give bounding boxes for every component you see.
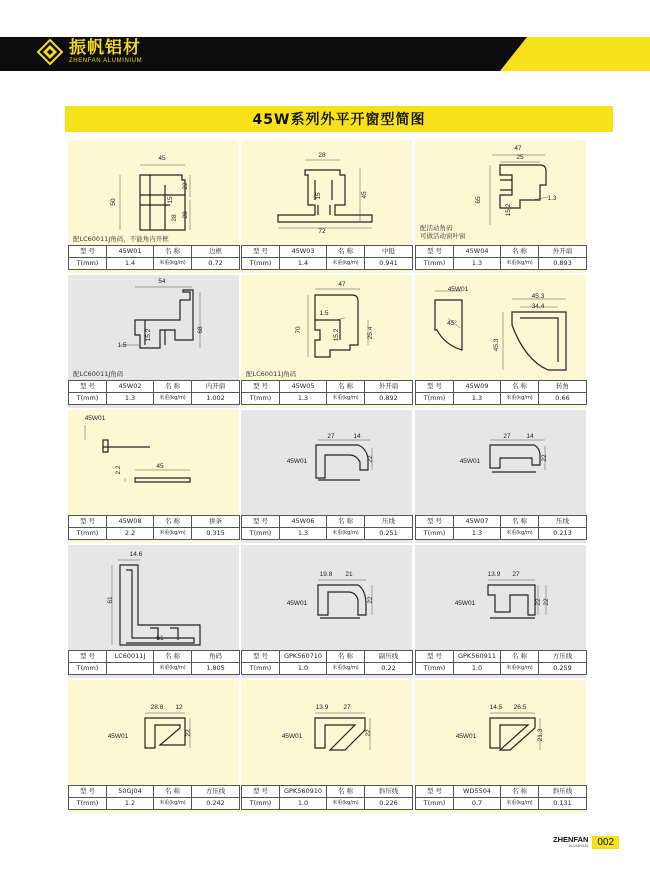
page-title: 45W系列外平开窗型简图 — [252, 112, 426, 128]
weight-value: 0.251 — [365, 528, 413, 540]
weight-label: 米重(kg/m) — [154, 663, 192, 675]
dimension-label: 45.3 — [493, 338, 500, 352]
profile-section-diagram — [68, 410, 239, 515]
profile-name: 斜压线 — [539, 786, 587, 798]
footer-sub: ALUMINIUM — [568, 844, 589, 848]
profile-name: 方压线 — [539, 651, 587, 663]
spec-table — [241, 380, 413, 405]
dimension-label: 22 — [535, 598, 542, 606]
spec-table — [68, 515, 240, 540]
dimension-label: 61 — [107, 596, 114, 604]
name-label: 名 称 — [154, 246, 192, 258]
dimension-label: 22 — [541, 454, 548, 462]
model-code: 45W08 — [107, 516, 154, 528]
profile-drawing — [241, 140, 412, 245]
name-label: 名 称 — [327, 786, 365, 798]
model-label: 型 号 — [242, 246, 280, 258]
footer — [553, 836, 619, 849]
thickness-value: 1.3 — [107, 393, 154, 405]
weight-label: 米重(kg/m) — [501, 528, 539, 540]
profile-note: 配LC60011J角码 — [246, 370, 297, 378]
profile-card — [241, 140, 412, 273]
dimension-label: 2.2 — [115, 465, 122, 475]
spec-table — [68, 650, 240, 675]
thickness-value: 1.3 — [454, 258, 501, 270]
spec-table — [415, 650, 587, 675]
profile-name: 拼条 — [192, 516, 240, 528]
dimension-label: 26.5 — [513, 704, 527, 711]
weight-label: 米重(kg/m) — [327, 258, 365, 270]
profile-card — [415, 410, 586, 543]
dimension-label: 34.4 — [531, 303, 545, 310]
dimension-label: 27 — [503, 433, 511, 440]
profile-section-diagram — [241, 680, 412, 785]
dimension-label: 25.4 — [367, 326, 374, 340]
profile-section-diagram — [68, 140, 239, 245]
thickness-value: 1.0 — [280, 798, 327, 810]
spec-table — [68, 380, 240, 405]
model-label: 型 号 — [69, 381, 107, 393]
thickness-label: T(mm) — [69, 663, 107, 675]
profile-section-diagram — [241, 140, 412, 245]
profile-drawing — [68, 275, 239, 380]
dimension-label: 15 — [315, 192, 322, 200]
model-code: 45W01 — [107, 246, 154, 258]
name-label: 名 称 — [327, 516, 365, 528]
logo-diamond-icon — [37, 39, 63, 65]
profile-name: 副压线 — [365, 651, 413, 663]
dimension-label: 45 — [158, 155, 166, 162]
profile-card — [415, 275, 586, 408]
profile-section-diagram — [415, 680, 586, 785]
dimension-label: 28 — [182, 211, 189, 219]
profile-drawing — [241, 275, 412, 380]
dimension-label: 1.5 — [117, 342, 127, 349]
profile-section-diagram — [68, 545, 239, 650]
weight-label: 米重(kg/m) — [327, 528, 365, 540]
dimension-label: 50 — [110, 198, 117, 206]
dimension-label: 72 — [318, 228, 326, 235]
dimension-label: 61 — [156, 635, 164, 642]
model-label: 型 号 — [242, 651, 280, 663]
dimension-label: 27 — [327, 433, 335, 440]
weight-label: 米重(kg/m) — [327, 798, 365, 810]
weight-value: 0.226 — [365, 798, 413, 810]
name-label: 名 称 — [327, 651, 365, 663]
profile-card — [415, 545, 586, 678]
profile-name: 压线 — [539, 516, 587, 528]
dimension-label: 15 — [167, 196, 174, 204]
weight-label: 米重(kg/m) — [154, 258, 192, 270]
weight-label: 米重(kg/m) — [501, 258, 539, 270]
model-code: GPK560911 — [454, 651, 501, 663]
profile-name: 斜压线 — [365, 786, 413, 798]
profile-card — [68, 545, 239, 678]
thickness-value: 1.3 — [454, 393, 501, 405]
thickness-value: 1.3 — [454, 528, 501, 540]
model-label: 型 号 — [242, 381, 280, 393]
thickness-label: T(mm) — [242, 258, 280, 270]
dimension-label: 22 — [367, 455, 374, 463]
profile-name: 压线 — [365, 516, 413, 528]
model-code: GPK560910 — [280, 786, 327, 798]
dimension-label: 47 — [338, 281, 346, 288]
model-code: 45W03 — [280, 246, 327, 258]
profile-card — [241, 275, 412, 408]
dimension-label: 14.6 — [129, 551, 143, 558]
dimension-label: 70 — [295, 326, 302, 334]
profile-card — [241, 680, 412, 813]
brand-logo — [37, 39, 142, 65]
profile-note: 配LC60011J角码 — [73, 370, 124, 378]
profile-drawing — [241, 545, 412, 650]
profile-drawing — [241, 680, 412, 785]
profile-card — [241, 545, 412, 678]
dimension-label: 22 — [367, 596, 374, 604]
profile-name: 中挺 — [365, 246, 413, 258]
thickness-label: T(mm) — [69, 528, 107, 540]
spec-table — [415, 785, 587, 810]
dimension-label: 22 — [185, 729, 192, 737]
name-label: 名 称 — [501, 786, 539, 798]
spec-table — [68, 245, 240, 270]
dimension-label: 15.2 — [333, 328, 340, 342]
brand-name-en: ZHENFAN ALUMINIUM — [69, 58, 143, 64]
profile-section-diagram — [241, 275, 412, 380]
dimension-label: 54 — [158, 278, 166, 285]
thickness-label: T(mm) — [416, 393, 454, 405]
profile-card — [68, 410, 239, 543]
spec-table — [241, 785, 413, 810]
weight-value: 0.131 — [539, 798, 587, 810]
thickness-value: 1.0 — [454, 663, 501, 675]
dimension-label: 15.2 — [505, 203, 512, 217]
thickness-value: 0.7 — [454, 798, 501, 810]
model-code: 45W04 — [454, 246, 501, 258]
dimension-label: 45W01 — [107, 733, 129, 740]
thickness-label: T(mm) — [416, 258, 454, 270]
dimension-label: 45W01 — [286, 600, 308, 607]
profile-name: 外开扇 — [365, 381, 413, 393]
weight-label: 米重(kg/m) — [154, 393, 192, 405]
thickness-label: T(mm) — [242, 528, 280, 540]
model-code: GPK560710 — [280, 651, 327, 663]
profile-drawing — [415, 545, 586, 650]
dimension-label: 68 — [197, 326, 204, 334]
weight-value: 0.941 — [365, 258, 413, 270]
spec-table — [415, 515, 587, 540]
profile-card — [68, 140, 239, 273]
thickness-label: T(mm) — [69, 258, 107, 270]
name-label: 名 称 — [327, 246, 365, 258]
profile-section-diagram — [241, 410, 412, 515]
dimension-label: 1.3 — [547, 195, 557, 202]
weight-value: 0.259 — [539, 663, 587, 675]
profile-card — [415, 140, 586, 273]
model-label: 型 号 — [242, 786, 280, 798]
dimension-label: 45W01 — [454, 600, 476, 607]
weight-value: 0.242 — [192, 798, 240, 810]
profile-name: 方压线 — [192, 786, 240, 798]
dimension-label: 14 — [353, 433, 361, 440]
spec-table — [415, 380, 587, 405]
weight-value: 0.893 — [539, 258, 587, 270]
profile-section-diagram — [68, 680, 239, 785]
profile-drawing — [415, 410, 586, 515]
thickness-value: 1.3 — [280, 528, 327, 540]
dimension-label: 65 — [475, 196, 482, 204]
weight-label: 米重(kg/m) — [501, 663, 539, 675]
dimension-label: 28 — [318, 152, 326, 159]
dimension-label: 21.3 — [537, 728, 544, 742]
model-label: 型 号 — [242, 516, 280, 528]
dimension-label: 45 — [361, 191, 368, 199]
spec-table — [241, 245, 413, 270]
weight-value: 1.002 — [192, 393, 240, 405]
dimension-label: 19.8 — [319, 571, 333, 578]
weight-label: 米重(kg/m) — [501, 393, 539, 405]
thickness-label: T(mm) — [69, 393, 107, 405]
profile-name: 边框 — [192, 246, 240, 258]
thickness-label: T(mm) — [416, 663, 454, 675]
dimension-label: 45.3 — [531, 293, 545, 300]
dimension-label: 13.9 — [487, 571, 501, 578]
profile-name: 内开扇 — [192, 381, 240, 393]
model-code: 50GJ04 — [107, 786, 154, 798]
name-label: 名 称 — [154, 651, 192, 663]
dimension-label: 1.5 — [319, 310, 329, 317]
name-label: 名 称 — [154, 516, 192, 528]
footer-brand: ZHENFAN — [553, 835, 589, 844]
dimension-label: 45W01 — [286, 458, 308, 465]
weight-value: 0.72 — [192, 258, 240, 270]
profile-section-diagram — [68, 275, 239, 380]
thickness-value: 1.2 — [107, 798, 154, 810]
thickness-label: T(mm) — [242, 798, 280, 810]
thickness-label: T(mm) — [69, 798, 107, 810]
model-label: 型 号 — [69, 786, 107, 798]
weight-label: 米重(kg/m) — [154, 798, 192, 810]
header-bar — [0, 37, 650, 71]
spec-table — [415, 245, 587, 270]
profile-drawing — [68, 680, 239, 785]
weight-label: 米重(kg/m) — [501, 798, 539, 810]
profile-drawing — [241, 410, 412, 515]
dimension-label: 25 — [516, 154, 524, 161]
name-label: 名 称 — [501, 651, 539, 663]
spec-table — [241, 650, 413, 675]
thickness-label: T(mm) — [416, 528, 454, 540]
profile-drawing — [68, 545, 239, 650]
name-label: 名 称 — [501, 381, 539, 393]
dimension-label: 22 — [182, 182, 189, 190]
dimension-label: 45 — [156, 463, 164, 470]
model-label: 型 号 — [416, 651, 454, 663]
profile-card — [68, 275, 239, 408]
name-label: 名 称 — [327, 381, 365, 393]
profile-name: 角码 — [192, 651, 240, 663]
weight-label: 米重(kg/m) — [327, 393, 365, 405]
profile-drawing — [415, 275, 586, 380]
name-label: 名 称 — [501, 246, 539, 258]
dimension-label: 22 — [543, 598, 550, 606]
model-code: 45W06 — [280, 516, 327, 528]
weight-value: 0.892 — [365, 393, 413, 405]
dimension-label: 45W01 — [459, 458, 481, 465]
profile-note: 配活动角码 可做活动窗叶窗 — [420, 224, 466, 240]
profile-card — [241, 410, 412, 543]
dimension-label: 28.8 — [150, 704, 164, 711]
weight-value: 0.315 — [192, 528, 240, 540]
weight-label: 米重(kg/m) — [327, 663, 365, 675]
thickness-label: T(mm) — [242, 393, 280, 405]
page-title-bar — [65, 106, 613, 132]
dimension-label: 13.9 — [315, 704, 329, 711]
dimension-label: 15.2 — [145, 328, 152, 342]
dimension-label: 45W01 — [281, 733, 303, 740]
model-code: LC60011J — [107, 651, 154, 663]
model-code: 45W07 — [454, 516, 501, 528]
thickness-value: 1.3 — [280, 393, 327, 405]
thickness-value — [107, 663, 154, 675]
profile-note: 配LC60011J角码，不能角内开框 — [73, 235, 169, 243]
thickness-value: 2.2 — [107, 528, 154, 540]
model-label: 型 号 — [416, 246, 454, 258]
model-label: 型 号 — [416, 381, 454, 393]
thickness-value: 1.4 — [280, 258, 327, 270]
profile-card — [415, 680, 586, 813]
dimension-label: 21 — [345, 571, 353, 578]
model-label: 型 号 — [69, 246, 107, 258]
spec-table — [241, 515, 413, 540]
model-label: 型 号 — [416, 786, 454, 798]
profile-name: 转角 — [539, 381, 587, 393]
thickness-value: 1.4 — [107, 258, 154, 270]
dimension-label: 27 — [343, 704, 351, 711]
profile-section-diagram — [415, 410, 586, 515]
dimension-label: 47 — [514, 145, 522, 152]
weight-value: 1.805 — [192, 663, 240, 675]
dimension-label: 45° — [447, 320, 457, 327]
thickness-value: 1.0 — [280, 663, 327, 675]
brand-name-cn: 振帆铝材 — [69, 38, 141, 58]
model-label: 型 号 — [69, 651, 107, 663]
profile-drawing — [68, 410, 239, 515]
name-label: 名 称 — [501, 516, 539, 528]
name-label: 名 称 — [154, 381, 192, 393]
spec-table — [68, 785, 240, 810]
weight-value: 0.66 — [539, 393, 587, 405]
profile-section-diagram — [415, 545, 586, 650]
name-label: 名 称 — [154, 786, 192, 798]
profile-section-diagram — [241, 545, 412, 650]
weight-label: 米重(kg/m) — [154, 528, 192, 540]
profile-name: 外开扇 — [539, 246, 587, 258]
dimension-label: 45W01 — [447, 286, 469, 293]
dimension-label: 14 — [526, 433, 534, 440]
page-number: 002 — [592, 836, 619, 849]
weight-value: 0.213 — [539, 528, 587, 540]
profile-drawing — [415, 680, 586, 785]
model-code: 45W02 — [107, 381, 154, 393]
profile-drawing — [68, 140, 239, 245]
dimension-label: 22 — [365, 729, 372, 737]
dimension-label: 14.5 — [489, 704, 503, 711]
header-accent-stripe — [500, 37, 650, 71]
thickness-label: T(mm) — [242, 663, 280, 675]
dimension-label: 27 — [512, 571, 520, 578]
dimension-label: 45W01 — [455, 733, 477, 740]
dimension-label: 12 — [175, 704, 183, 711]
profile-section-diagram — [415, 275, 586, 380]
model-code: 45W05 — [280, 381, 327, 393]
profile-card — [68, 680, 239, 813]
model-code: 45W09 — [454, 381, 501, 393]
thickness-label: T(mm) — [416, 798, 454, 810]
dimension-label: 45W01 — [84, 415, 106, 422]
model-label: 型 号 — [69, 516, 107, 528]
model-label: 型 号 — [416, 516, 454, 528]
weight-value: 0.22 — [365, 663, 413, 675]
dimension-label: 28 — [171, 214, 178, 222]
model-code: WD5504 — [454, 786, 501, 798]
